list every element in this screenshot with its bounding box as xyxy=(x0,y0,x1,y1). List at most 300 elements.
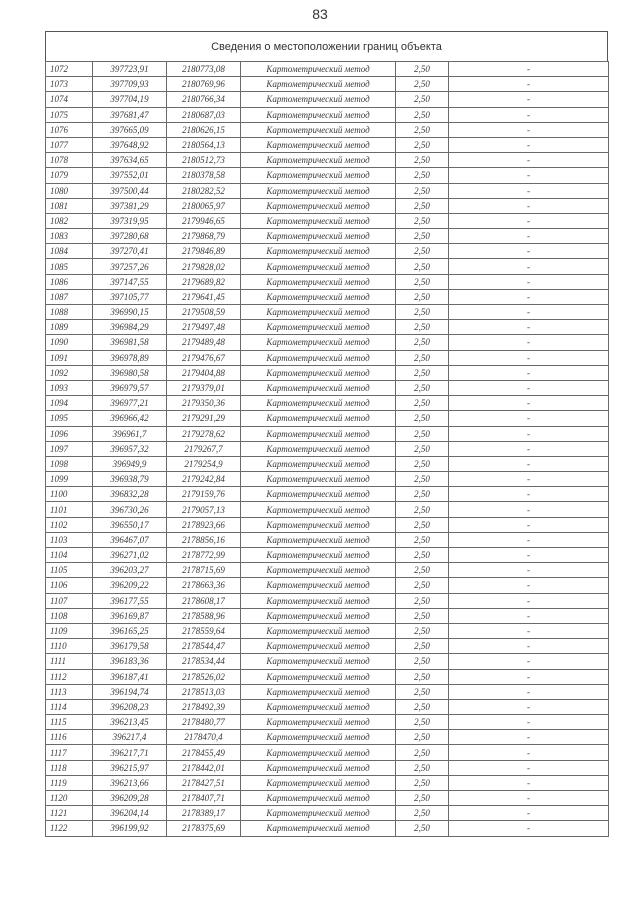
coordinate-x-cell: 397648,92 xyxy=(93,137,167,152)
description-cell: - xyxy=(449,654,609,669)
accuracy-cell: 2,50 xyxy=(396,669,449,684)
coordinate-y-cell: 2180282,52 xyxy=(167,183,241,198)
method-cell: Картометрический метод xyxy=(241,487,396,502)
coordinate-x-cell: 396980,58 xyxy=(93,365,167,380)
method-cell: Картометрический метод xyxy=(241,654,396,669)
point-number-cell: 1088 xyxy=(46,305,93,320)
accuracy-cell: 2,50 xyxy=(396,487,449,502)
coordinate-y-cell: 2179868,79 xyxy=(167,229,241,244)
coordinate-y-cell: 2179476,67 xyxy=(167,350,241,365)
coordinate-x-cell: 397500,44 xyxy=(93,183,167,198)
coordinate-y-cell: 2180626,15 xyxy=(167,122,241,137)
method-cell: Картометрический метод xyxy=(241,548,396,563)
point-number-cell: 1096 xyxy=(46,426,93,441)
coordinate-x-cell: 396217,4 xyxy=(93,730,167,745)
point-number-cell: 1118 xyxy=(46,760,93,775)
accuracy-cell: 2,50 xyxy=(396,396,449,411)
accuracy-cell: 2,50 xyxy=(396,365,449,380)
table-row xyxy=(46,745,609,760)
coordinate-x-cell: 397723,91 xyxy=(93,62,167,77)
description-cell: - xyxy=(449,244,609,259)
coordinate-y-cell: 2180687,03 xyxy=(167,107,241,122)
point-number-cell: 1097 xyxy=(46,441,93,456)
coordinate-x-cell: 397105,77 xyxy=(93,289,167,304)
description-cell: - xyxy=(449,229,609,244)
coordinate-y-cell: 2180766,34 xyxy=(167,92,241,107)
description-cell: - xyxy=(449,122,609,137)
accuracy-cell: 2,50 xyxy=(396,502,449,517)
coordinate-y-cell: 2179508,59 xyxy=(167,305,241,320)
coordinate-x-cell: 396209,28 xyxy=(93,791,167,806)
description-cell: - xyxy=(449,563,609,578)
table-row xyxy=(46,335,609,350)
table-row xyxy=(46,791,609,806)
table-row xyxy=(46,365,609,380)
point-number-cell: 1079 xyxy=(46,168,93,183)
point-number-cell: 1108 xyxy=(46,608,93,623)
method-cell: Картометрический метод xyxy=(241,183,396,198)
coordinate-y-cell: 2180773,08 xyxy=(167,62,241,77)
method-cell: Картометрический метод xyxy=(241,730,396,745)
coordinate-x-cell: 396550,17 xyxy=(93,517,167,532)
coordinate-x-cell: 396213,45 xyxy=(93,715,167,730)
coordinate-x-cell: 396832,28 xyxy=(93,487,167,502)
description-cell: - xyxy=(449,92,609,107)
accuracy-cell: 2,50 xyxy=(396,608,449,623)
accuracy-cell: 2,50 xyxy=(396,183,449,198)
accuracy-cell: 2,50 xyxy=(396,122,449,137)
accuracy-cell: 2,50 xyxy=(396,563,449,578)
accuracy-cell: 2,50 xyxy=(396,456,449,471)
accuracy-cell: 2,50 xyxy=(396,775,449,790)
coordinate-y-cell: 2179946,65 xyxy=(167,213,241,228)
accuracy-cell: 2,50 xyxy=(396,517,449,532)
accuracy-cell: 2,50 xyxy=(396,745,449,760)
method-cell: Картометрический метод xyxy=(241,608,396,623)
accuracy-cell: 2,50 xyxy=(396,62,449,77)
table-row xyxy=(46,563,609,578)
coordinate-y-cell: 2179641,45 xyxy=(167,289,241,304)
coordinate-x-cell: 397709,93 xyxy=(93,77,167,92)
table-row xyxy=(46,320,609,335)
method-cell: Картометрический метод xyxy=(241,745,396,760)
description-cell: - xyxy=(449,305,609,320)
coordinate-x-cell: 396213,66 xyxy=(93,775,167,790)
point-number-cell: 1116 xyxy=(46,730,93,745)
coordinate-x-cell: 396271,02 xyxy=(93,548,167,563)
coordinate-y-cell: 2178715,69 xyxy=(167,563,241,578)
description-cell: - xyxy=(449,593,609,608)
table-row xyxy=(46,244,609,259)
accuracy-cell: 2,50 xyxy=(396,335,449,350)
table-row xyxy=(46,350,609,365)
point-number-cell: 1081 xyxy=(46,198,93,213)
coordinate-x-cell: 397681,47 xyxy=(93,107,167,122)
coordinate-y-cell: 2180065,97 xyxy=(167,198,241,213)
point-number-cell: 1090 xyxy=(46,335,93,350)
point-number-cell: 1085 xyxy=(46,259,93,274)
method-cell: Картометрический метод xyxy=(241,107,396,122)
table-row xyxy=(46,213,609,228)
method-cell: Картометрический метод xyxy=(241,305,396,320)
point-number-cell: 1122 xyxy=(46,821,93,836)
description-cell: - xyxy=(449,107,609,122)
point-number-cell: 1089 xyxy=(46,320,93,335)
accuracy-cell: 2,50 xyxy=(396,472,449,487)
coordinate-y-cell: 2179350,36 xyxy=(167,396,241,411)
accuracy-cell: 2,50 xyxy=(396,198,449,213)
table-row xyxy=(46,684,609,699)
coordinate-y-cell: 2178480,77 xyxy=(167,715,241,730)
accuracy-cell: 2,50 xyxy=(396,92,449,107)
method-cell: Картометрический метод xyxy=(241,153,396,168)
accuracy-cell: 2,50 xyxy=(396,639,449,654)
method-cell: Картометрический метод xyxy=(241,669,396,684)
description-cell: - xyxy=(449,715,609,730)
coordinate-x-cell: 396730,26 xyxy=(93,502,167,517)
point-number-cell: 1074 xyxy=(46,92,93,107)
coordinate-y-cell: 2179267,7 xyxy=(167,441,241,456)
point-number-cell: 1072 xyxy=(46,62,93,77)
description-cell: - xyxy=(449,821,609,836)
coordinate-y-cell: 2178389,17 xyxy=(167,806,241,821)
table-row xyxy=(46,487,609,502)
table-row xyxy=(46,380,609,395)
accuracy-cell: 2,50 xyxy=(396,578,449,593)
method-cell: Картометрический метод xyxy=(241,715,396,730)
description-cell: - xyxy=(449,380,609,395)
description-cell: - xyxy=(449,669,609,684)
description-cell: - xyxy=(449,426,609,441)
table-row xyxy=(46,426,609,441)
description-cell: - xyxy=(449,456,609,471)
coordinate-y-cell: 2179404,88 xyxy=(167,365,241,380)
accuracy-cell: 2,50 xyxy=(396,654,449,669)
description-cell: - xyxy=(449,137,609,152)
method-cell: Картометрический метод xyxy=(241,623,396,638)
point-number-cell: 1087 xyxy=(46,289,93,304)
table-row xyxy=(46,639,609,654)
method-cell: Картометрический метод xyxy=(241,320,396,335)
description-cell: - xyxy=(449,745,609,760)
description-cell: - xyxy=(449,350,609,365)
coordinate-y-cell: 2178470,4 xyxy=(167,730,241,745)
description-cell: - xyxy=(449,623,609,638)
table-row xyxy=(46,62,609,77)
table-row xyxy=(46,107,609,122)
point-number-cell: 1076 xyxy=(46,122,93,137)
point-number-cell: 1110 xyxy=(46,639,93,654)
table-row xyxy=(46,441,609,456)
table-title: Сведения о местоположении границ объекта xyxy=(45,31,608,61)
description-cell: - xyxy=(449,532,609,547)
point-number-cell: 1078 xyxy=(46,153,93,168)
point-number-cell: 1102 xyxy=(46,517,93,532)
method-cell: Картометрический метод xyxy=(241,289,396,304)
coordinate-x-cell: 396165,25 xyxy=(93,623,167,638)
description-cell: - xyxy=(449,62,609,77)
description-cell: - xyxy=(449,289,609,304)
description-cell: - xyxy=(449,77,609,92)
table-row xyxy=(46,532,609,547)
point-number-cell: 1083 xyxy=(46,229,93,244)
point-number-cell: 1105 xyxy=(46,563,93,578)
coordinate-y-cell: 2178526,02 xyxy=(167,669,241,684)
method-cell: Картометрический метод xyxy=(241,92,396,107)
accuracy-cell: 2,50 xyxy=(396,623,449,638)
point-number-cell: 1103 xyxy=(46,532,93,547)
coordinate-x-cell: 397147,55 xyxy=(93,274,167,289)
coordinate-x-cell: 396183,36 xyxy=(93,654,167,669)
method-cell: Картометрический метод xyxy=(241,472,396,487)
method-cell: Картометрический метод xyxy=(241,517,396,532)
point-number-cell: 1112 xyxy=(46,669,93,684)
method-cell: Картометрический метод xyxy=(241,593,396,608)
coordinate-x-cell: 397257,26 xyxy=(93,259,167,274)
coordinate-x-cell: 396966,42 xyxy=(93,411,167,426)
table-row xyxy=(46,122,609,137)
point-number-cell: 1080 xyxy=(46,183,93,198)
coordinate-y-cell: 2179689,82 xyxy=(167,274,241,289)
table-row xyxy=(46,456,609,471)
description-cell: - xyxy=(449,335,609,350)
description-cell: - xyxy=(449,608,609,623)
method-cell: Картометрический метод xyxy=(241,396,396,411)
description-cell: - xyxy=(449,320,609,335)
coordinate-x-cell: 397665,09 xyxy=(93,122,167,137)
accuracy-cell: 2,50 xyxy=(396,532,449,547)
table-row xyxy=(46,305,609,320)
point-number-cell: 1099 xyxy=(46,472,93,487)
coordinate-y-cell: 2178455,49 xyxy=(167,745,241,760)
coordinate-x-cell: 396204,14 xyxy=(93,806,167,821)
description-cell: - xyxy=(449,274,609,289)
accuracy-cell: 2,50 xyxy=(396,213,449,228)
method-cell: Картометрический метод xyxy=(241,791,396,806)
method-cell: Картометрический метод xyxy=(241,821,396,836)
description-cell: - xyxy=(449,548,609,563)
table-row xyxy=(46,593,609,608)
description-cell: - xyxy=(449,760,609,775)
method-cell: Картометрический метод xyxy=(241,411,396,426)
coordinate-y-cell: 2178513,03 xyxy=(167,684,241,699)
table-row xyxy=(46,730,609,745)
description-cell: - xyxy=(449,639,609,654)
coordinate-x-cell: 396177,55 xyxy=(93,593,167,608)
accuracy-cell: 2,50 xyxy=(396,441,449,456)
method-cell: Картометрический метод xyxy=(241,198,396,213)
method-cell: Картометрический метод xyxy=(241,213,396,228)
coordinate-x-cell: 396981,58 xyxy=(93,335,167,350)
point-number-cell: 1113 xyxy=(46,684,93,699)
table-row xyxy=(46,274,609,289)
description-cell: - xyxy=(449,183,609,198)
coordinate-y-cell: 2179291,29 xyxy=(167,411,241,426)
method-cell: Картометрический метод xyxy=(241,62,396,77)
description-cell: - xyxy=(449,487,609,502)
table-row xyxy=(46,77,609,92)
table-row xyxy=(46,183,609,198)
coordinate-x-cell: 397552,01 xyxy=(93,168,167,183)
point-number-cell: 1077 xyxy=(46,137,93,152)
method-cell: Картометрический метод xyxy=(241,502,396,517)
description-cell: - xyxy=(449,730,609,745)
coordinate-x-cell: 396467,07 xyxy=(93,532,167,547)
coordinate-y-cell: 2178923,66 xyxy=(167,517,241,532)
accuracy-cell: 2,50 xyxy=(396,548,449,563)
point-number-cell: 1095 xyxy=(46,411,93,426)
accuracy-cell: 2,50 xyxy=(396,244,449,259)
boundary-coordinates-table xyxy=(45,61,609,837)
point-number-cell: 1092 xyxy=(46,365,93,380)
coordinate-y-cell: 2178588,96 xyxy=(167,608,241,623)
point-number-cell: 1094 xyxy=(46,396,93,411)
coordinate-y-cell: 2179242,84 xyxy=(167,472,241,487)
accuracy-cell: 2,50 xyxy=(396,229,449,244)
accuracy-cell: 2,50 xyxy=(396,715,449,730)
method-cell: Картометрический метод xyxy=(241,760,396,775)
coordinate-x-cell: 396179,58 xyxy=(93,639,167,654)
description-cell: - xyxy=(449,472,609,487)
table-row xyxy=(46,548,609,563)
table-row xyxy=(46,153,609,168)
accuracy-cell: 2,50 xyxy=(396,153,449,168)
accuracy-cell: 2,50 xyxy=(396,320,449,335)
coordinate-y-cell: 2178442,01 xyxy=(167,760,241,775)
accuracy-cell: 2,50 xyxy=(396,684,449,699)
coordinate-y-cell: 2180378,58 xyxy=(167,168,241,183)
coordinate-x-cell: 397270,41 xyxy=(93,244,167,259)
table-row xyxy=(46,502,609,517)
coordinate-x-cell: 396215,97 xyxy=(93,760,167,775)
method-cell: Картометрический метод xyxy=(241,244,396,259)
point-number-cell: 1075 xyxy=(46,107,93,122)
point-number-cell: 1115 xyxy=(46,715,93,730)
accuracy-cell: 2,50 xyxy=(396,760,449,775)
method-cell: Картометрический метод xyxy=(241,775,396,790)
point-number-cell: 1107 xyxy=(46,593,93,608)
description-cell: - xyxy=(449,198,609,213)
coordinate-y-cell: 2178544,47 xyxy=(167,639,241,654)
coordinate-x-cell: 397319,95 xyxy=(93,213,167,228)
table-row xyxy=(46,259,609,274)
description-cell: - xyxy=(449,517,609,532)
table-row xyxy=(46,396,609,411)
accuracy-cell: 2,50 xyxy=(396,426,449,441)
table-row xyxy=(46,669,609,684)
table-row xyxy=(46,775,609,790)
accuracy-cell: 2,50 xyxy=(396,259,449,274)
point-number-cell: 1111 xyxy=(46,654,93,669)
coordinate-x-cell: 396194,74 xyxy=(93,684,167,699)
table-row xyxy=(46,760,609,775)
table-row xyxy=(46,198,609,213)
description-cell: - xyxy=(449,396,609,411)
method-cell: Картометрический метод xyxy=(241,274,396,289)
coordinate-y-cell: 2178856,16 xyxy=(167,532,241,547)
point-number-cell: 1091 xyxy=(46,350,93,365)
method-cell: Картометрический метод xyxy=(241,684,396,699)
coordinate-y-cell: 2179254,9 xyxy=(167,456,241,471)
point-number-cell: 1101 xyxy=(46,502,93,517)
coordinate-y-cell: 2179828,02 xyxy=(167,259,241,274)
table-row xyxy=(46,92,609,107)
accuracy-cell: 2,50 xyxy=(396,699,449,714)
coordinate-y-cell: 2179057,13 xyxy=(167,502,241,517)
method-cell: Картометрический метод xyxy=(241,426,396,441)
point-number-cell: 1121 xyxy=(46,806,93,821)
table-row xyxy=(46,806,609,821)
point-number-cell: 1093 xyxy=(46,380,93,395)
coordinate-x-cell: 396938,79 xyxy=(93,472,167,487)
coordinate-x-cell: 396961,7 xyxy=(93,426,167,441)
point-number-cell: 1106 xyxy=(46,578,93,593)
point-number-cell: 1098 xyxy=(46,456,93,471)
accuracy-cell: 2,50 xyxy=(396,593,449,608)
coordinate-y-cell: 2180512,73 xyxy=(167,153,241,168)
accuracy-cell: 2,50 xyxy=(396,274,449,289)
table-row xyxy=(46,699,609,714)
coordinate-y-cell: 2178375,69 xyxy=(167,821,241,836)
method-cell: Картометрический метод xyxy=(241,380,396,395)
point-number-cell: 1114 xyxy=(46,699,93,714)
coordinate-y-cell: 2179489,48 xyxy=(167,335,241,350)
coordinate-y-cell: 2178772,99 xyxy=(167,548,241,563)
description-cell: - xyxy=(449,791,609,806)
table-row xyxy=(46,578,609,593)
method-cell: Картометрический метод xyxy=(241,365,396,380)
coordinate-y-cell: 2178534,44 xyxy=(167,654,241,669)
table-row xyxy=(46,821,609,836)
coordinate-x-cell: 396199,92 xyxy=(93,821,167,836)
description-cell: - xyxy=(449,502,609,517)
description-cell: - xyxy=(449,213,609,228)
accuracy-cell: 2,50 xyxy=(396,411,449,426)
accuracy-cell: 2,50 xyxy=(396,791,449,806)
table-row xyxy=(46,168,609,183)
coordinate-x-cell: 396203,27 xyxy=(93,563,167,578)
accuracy-cell: 2,50 xyxy=(396,380,449,395)
accuracy-cell: 2,50 xyxy=(396,730,449,745)
description-cell: - xyxy=(449,411,609,426)
method-cell: Картометрический метод xyxy=(241,77,396,92)
description-cell: - xyxy=(449,699,609,714)
coordinate-x-cell: 396217,71 xyxy=(93,745,167,760)
description-cell: - xyxy=(449,806,609,821)
method-cell: Картометрический метод xyxy=(241,335,396,350)
table-row xyxy=(46,623,609,638)
method-cell: Картометрический метод xyxy=(241,456,396,471)
description-cell: - xyxy=(449,153,609,168)
accuracy-cell: 2,50 xyxy=(396,289,449,304)
point-number-cell: 1120 xyxy=(46,791,93,806)
coordinate-x-cell: 397280,68 xyxy=(93,229,167,244)
table-row xyxy=(46,137,609,152)
coordinate-x-cell: 396169,87 xyxy=(93,608,167,623)
coordinate-x-cell: 396984,29 xyxy=(93,320,167,335)
coordinate-x-cell: 397704,19 xyxy=(93,92,167,107)
description-cell: - xyxy=(449,578,609,593)
point-number-cell: 1084 xyxy=(46,244,93,259)
method-cell: Картометрический метод xyxy=(241,229,396,244)
point-number-cell: 1104 xyxy=(46,548,93,563)
coordinate-x-cell: 396208,23 xyxy=(93,699,167,714)
accuracy-cell: 2,50 xyxy=(396,137,449,152)
coordinate-x-cell: 396957,32 xyxy=(93,441,167,456)
method-cell: Картометрический метод xyxy=(241,639,396,654)
coordinate-y-cell: 2180564,13 xyxy=(167,137,241,152)
coordinate-y-cell: 2178427,51 xyxy=(167,775,241,790)
